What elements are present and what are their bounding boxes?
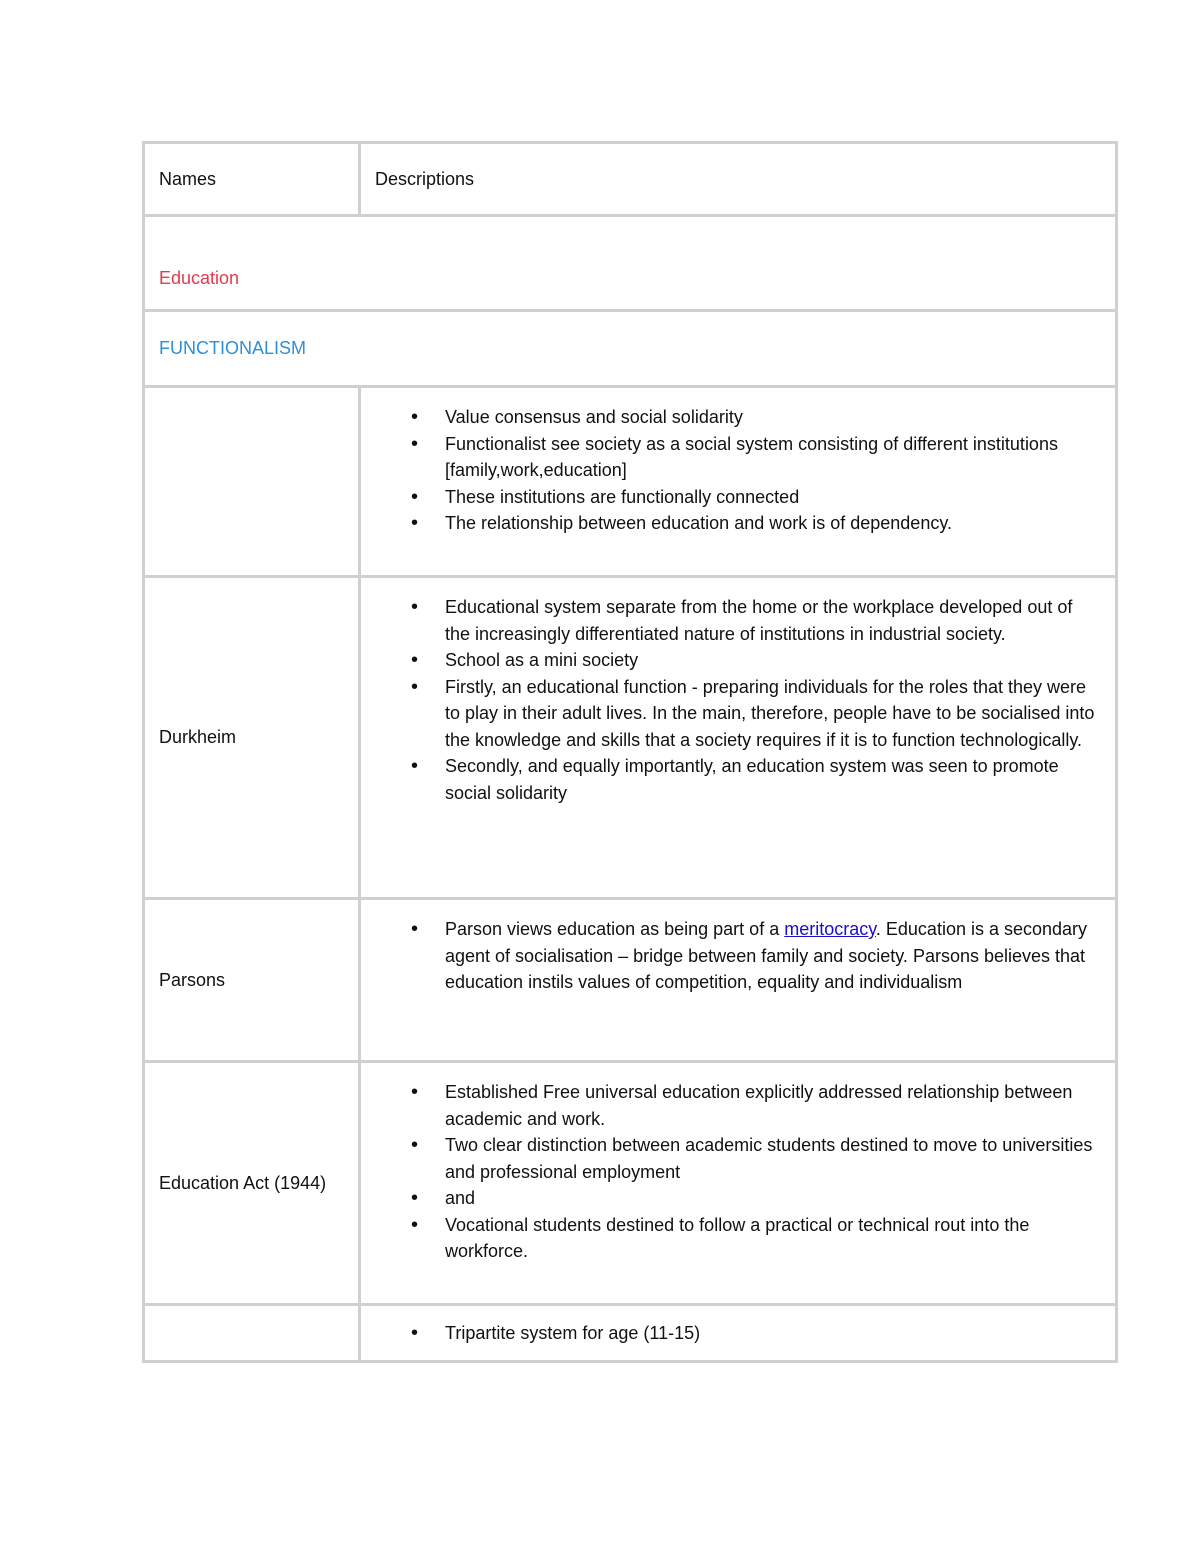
header-row <box>144 143 1117 216</box>
table-row <box>144 387 1117 577</box>
notes-table <box>142 141 1118 1363</box>
section-title: Education <box>144 216 1117 311</box>
list-item: • and <box>375 1185 1101 1212</box>
table-row <box>144 577 1117 899</box>
bullet-list <box>375 916 1101 996</box>
table-row <box>144 1305 1117 1362</box>
section-row <box>144 216 1117 311</box>
list-item: • Firstly, an educational function - preparing individuals for the roles that they were to play in their adult lives. In the main, therefore, people have to be socialised into the knowledge and skills that a society requires if it is to function technologically. <box>375 674 1101 754</box>
list-item: • Value consensus and social solidarity <box>375 404 1101 431</box>
list-item: • These institutions are functionally connected <box>375 484 1101 511</box>
row-name: Education Act (1944) <box>144 1062 360 1305</box>
list-item: • Vocational students destined to follow a practical or technical rout into the workforce. <box>375 1212 1101 1265</box>
list-item <box>375 916 1101 996</box>
descriptions-header: Descriptions <box>360 143 1117 216</box>
bullet-text: Parson views education as being part of a <box>445 919 785 939</box>
row-name <box>144 1305 360 1362</box>
bullet-text: . Education is a secondary agent of socialisation – bridge between family and society. Parsons believes that education instils values of competition, equality and individualism <box>445 919 1088 992</box>
bullet-list <box>375 594 1101 806</box>
list-item: • Secondly, and equally importantly, an education system was seen to promote social solidarity <box>375 753 1101 806</box>
list-item: • Educational system separate from the home or the workplace developed out of the increasingly differentiated nature of institutions in industrial society. <box>375 594 1101 647</box>
row-description <box>360 1305 1117 1362</box>
bullet-list <box>375 404 1101 537</box>
row-description <box>360 1062 1117 1305</box>
list-item: • School as a mini society <box>375 647 1101 674</box>
list-item: • Tripartite system for age (11-15) <box>375 1320 1101 1347</box>
table-row <box>144 899 1117 1062</box>
bullet-list <box>375 1079 1101 1265</box>
row-name: Parsons <box>144 899 360 1062</box>
subsection-title: FUNCTIONALISM <box>144 311 1117 387</box>
names-header: Names <box>144 143 360 216</box>
row-description <box>360 387 1117 577</box>
row-description <box>360 899 1117 1062</box>
row-name: Durkheim <box>144 577 360 899</box>
subsection-row <box>144 311 1117 387</box>
table-row <box>144 1062 1117 1305</box>
list-item: • Functionalist see society as a social system consisting of different institutions [family,work,education] <box>375 431 1101 484</box>
row-description <box>360 577 1117 899</box>
list-item: • The relationship between education and work is of dependency. <box>375 510 1101 537</box>
row-name <box>144 387 360 577</box>
list-item: • Established Free universal education explicitly addressed relationship between academic and work. <box>375 1079 1101 1132</box>
list-item: • Two clear distinction between academic students destined to move to universities and professional employment <box>375 1132 1101 1185</box>
bullet-list <box>375 1320 1101 1347</box>
meritocracy-link[interactable]: meritocracy <box>784 919 876 939</box>
